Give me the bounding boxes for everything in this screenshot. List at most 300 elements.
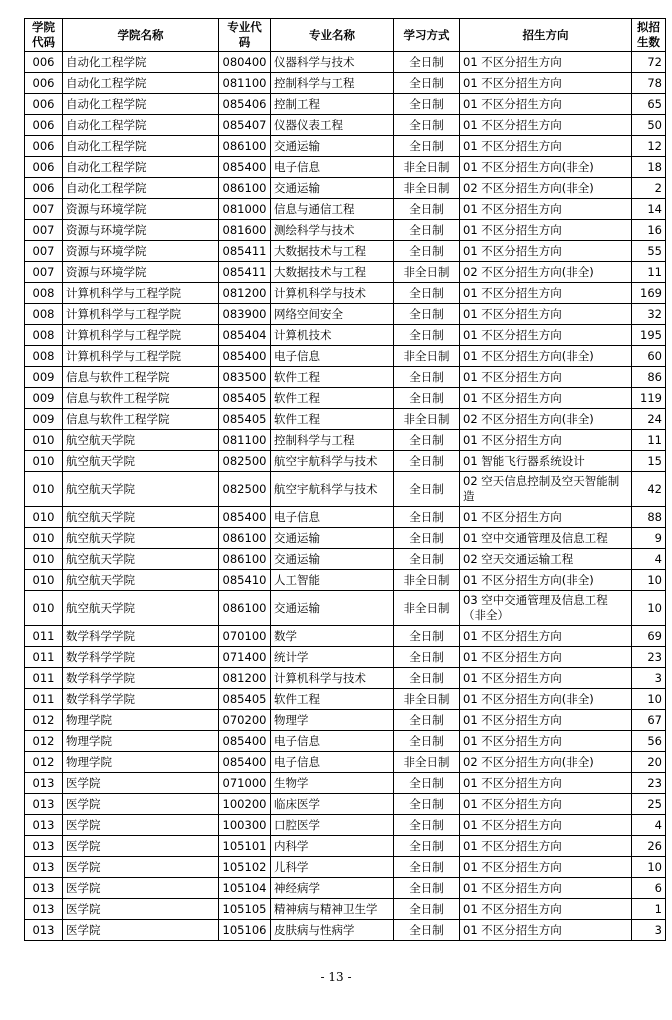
cell-college-code: 013 — [25, 857, 63, 878]
cell-college-name: 医学院 — [63, 899, 219, 920]
cell-college-name: 医学院 — [63, 857, 219, 878]
cell-direction: 01 不区分招生方向 — [460, 920, 632, 941]
cell-enrollment: 86 — [632, 367, 666, 388]
cell-enrollment: 10 — [632, 857, 666, 878]
table-row — [25, 773, 666, 794]
cell-college-code: 013 — [25, 815, 63, 836]
cell-college-name: 信息与软件工程学院 — [63, 388, 219, 409]
table-row — [25, 507, 666, 528]
cell-major-name: 内科学 — [271, 836, 394, 857]
cell-direction: 01 不区分招生方向 — [460, 367, 632, 388]
cell-study-mode: 全日制 — [394, 199, 460, 220]
cell-college-code: 013 — [25, 920, 63, 941]
cell-direction: 01 不区分招生方向 — [460, 136, 632, 157]
cell-enrollment: 23 — [632, 773, 666, 794]
cell-major-code: 100300 — [219, 815, 271, 836]
cell-college-name: 资源与环境学院 — [63, 241, 219, 262]
cell-enrollment: 18 — [632, 157, 666, 178]
cell-study-mode: 全日制 — [394, 668, 460, 689]
cell-direction: 01 不区分招生方向(非全) — [460, 689, 632, 710]
table-row — [25, 178, 666, 199]
cell-direction: 01 不区分招生方向(非全) — [460, 157, 632, 178]
table-row — [25, 689, 666, 710]
table-row — [25, 710, 666, 731]
cell-major-code: 086100 — [219, 528, 271, 549]
cell-study-mode: 全日制 — [394, 647, 460, 668]
page-number: - 13 - — [320, 970, 352, 984]
cell-major-code: 083900 — [219, 304, 271, 325]
cell-major-code: 105104 — [219, 878, 271, 899]
cell-major-name: 交通运输 — [271, 528, 394, 549]
cell-major-name: 精神病与精神卫生学 — [271, 899, 394, 920]
cell-college-name: 资源与环境学院 — [63, 220, 219, 241]
table-row — [25, 570, 666, 591]
cell-direction: 01 不区分招生方向 — [460, 94, 632, 115]
cell-major-name: 电子信息 — [271, 731, 394, 752]
cell-major-name: 仪器仪表工程 — [271, 115, 394, 136]
cell-college-code: 011 — [25, 689, 63, 710]
table-row — [25, 549, 666, 570]
cell-major-name: 临床医学 — [271, 794, 394, 815]
cell-enrollment: 10 — [632, 689, 666, 710]
header-study-mode: 学习方式 — [394, 19, 460, 52]
cell-enrollment: 55 — [632, 241, 666, 262]
cell-major-name: 计算机技术 — [271, 325, 394, 346]
table-row — [25, 409, 666, 430]
cell-direction: 01 不区分招生方向 — [460, 836, 632, 857]
table-row — [25, 451, 666, 472]
cell-major-name: 软件工程 — [271, 388, 394, 409]
cell-college-name: 航空航天学院 — [63, 591, 219, 626]
cell-college-code: 006 — [25, 115, 63, 136]
cell-study-mode: 全日制 — [394, 220, 460, 241]
cell-major-code: 083500 — [219, 367, 271, 388]
cell-direction: 01 不区分招生方向 — [460, 52, 632, 73]
cell-major-code: 086100 — [219, 136, 271, 157]
cell-direction: 01 不区分招生方向(非全) — [460, 346, 632, 367]
cell-major-name: 生物学 — [271, 773, 394, 794]
cell-major-code: 081600 — [219, 220, 271, 241]
cell-major-name: 皮肤病与性病学 — [271, 920, 394, 941]
cell-college-name: 医学院 — [63, 836, 219, 857]
cell-college-name: 自动化工程学院 — [63, 73, 219, 94]
cell-enrollment: 10 — [632, 591, 666, 626]
cell-college-code: 006 — [25, 178, 63, 199]
cell-study-mode: 全日制 — [394, 94, 460, 115]
cell-major-code: 105101 — [219, 836, 271, 857]
cell-college-code: 010 — [25, 591, 63, 626]
cell-college-code: 010 — [25, 430, 63, 451]
cell-direction: 02 不区分招生方向(非全) — [460, 752, 632, 773]
cell-direction: 01 不区分招生方向 — [460, 647, 632, 668]
cell-direction: 01 不区分招生方向 — [460, 115, 632, 136]
cell-major-code: 086100 — [219, 178, 271, 199]
cell-study-mode: 全日制 — [394, 325, 460, 346]
table-row — [25, 199, 666, 220]
cell-study-mode: 全日制 — [394, 920, 460, 941]
cell-college-code: 011 — [25, 626, 63, 647]
cell-college-code: 006 — [25, 94, 63, 115]
cell-college-code: 010 — [25, 570, 63, 591]
cell-direction: 01 不区分招生方向 — [460, 283, 632, 304]
cell-college-name: 医学院 — [63, 920, 219, 941]
cell-enrollment: 24 — [632, 409, 666, 430]
cell-enrollment: 11 — [632, 430, 666, 451]
cell-study-mode: 全日制 — [394, 388, 460, 409]
cell-major-code: 082500 — [219, 472, 271, 507]
cell-major-name: 电子信息 — [271, 507, 394, 528]
cell-enrollment: 2 — [632, 178, 666, 199]
cell-major-name: 大数据技术与工程 — [271, 241, 394, 262]
cell-study-mode: 全日制 — [394, 626, 460, 647]
table-row — [25, 920, 666, 941]
cell-college-code: 009 — [25, 388, 63, 409]
cell-study-mode: 全日制 — [394, 430, 460, 451]
cell-college-name: 自动化工程学院 — [63, 115, 219, 136]
cell-enrollment: 16 — [632, 220, 666, 241]
cell-college-name: 航空航天学院 — [63, 549, 219, 570]
cell-study-mode: 非全日制 — [394, 178, 460, 199]
cell-college-name: 物理学院 — [63, 710, 219, 731]
cell-direction: 01 不区分招生方向 — [460, 220, 632, 241]
cell-study-mode: 全日制 — [394, 899, 460, 920]
table-row — [25, 430, 666, 451]
cell-direction: 01 不区分招生方向 — [460, 794, 632, 815]
table-row — [25, 367, 666, 388]
cell-enrollment: 56 — [632, 731, 666, 752]
cell-study-mode: 全日制 — [394, 878, 460, 899]
table-row — [25, 752, 666, 773]
table-row — [25, 388, 666, 409]
cell-study-mode: 全日制 — [394, 241, 460, 262]
cell-study-mode: 全日制 — [394, 52, 460, 73]
cell-major-name: 人工智能 — [271, 570, 394, 591]
cell-major-code: 085407 — [219, 115, 271, 136]
table-row — [25, 115, 666, 136]
header-enrollment: 拟招生数 — [632, 19, 666, 52]
cell-college-name: 航空航天学院 — [63, 528, 219, 549]
cell-college-code: 007 — [25, 262, 63, 283]
cell-college-name: 航空航天学院 — [63, 472, 219, 507]
header-row — [25, 19, 666, 52]
cell-college-code: 008 — [25, 325, 63, 346]
cell-direction: 01 空中交通管理及信息工程 — [460, 528, 632, 549]
cell-college-name: 计算机科学与工程学院 — [63, 283, 219, 304]
cell-college-name: 自动化工程学院 — [63, 157, 219, 178]
cell-enrollment: 65 — [632, 94, 666, 115]
cell-college-code: 007 — [25, 220, 63, 241]
cell-enrollment: 20 — [632, 752, 666, 773]
table-row — [25, 241, 666, 262]
cell-study-mode: 全日制 — [394, 283, 460, 304]
cell-major-name: 交通运输 — [271, 136, 394, 157]
table-row — [25, 626, 666, 647]
table-row — [25, 94, 666, 115]
cell-major-code: 105105 — [219, 899, 271, 920]
cell-college-code: 010 — [25, 549, 63, 570]
cell-college-code: 013 — [25, 899, 63, 920]
cell-study-mode: 全日制 — [394, 472, 460, 507]
cell-college-name: 数学科学学院 — [63, 668, 219, 689]
cell-major-code: 080400 — [219, 52, 271, 73]
cell-enrollment: 11 — [632, 262, 666, 283]
cell-major-name: 航空宇航科学与技术 — [271, 451, 394, 472]
cell-study-mode: 全日制 — [394, 710, 460, 731]
cell-major-name: 控制科学与工程 — [271, 73, 394, 94]
cell-college-code: 013 — [25, 836, 63, 857]
header-direction: 招生方向 — [460, 19, 632, 52]
cell-major-code: 085410 — [219, 570, 271, 591]
cell-enrollment: 4 — [632, 549, 666, 570]
cell-study-mode: 全日制 — [394, 528, 460, 549]
cell-college-name: 资源与环境学院 — [63, 199, 219, 220]
cell-major-name: 统计学 — [271, 647, 394, 668]
cell-college-code: 006 — [25, 136, 63, 157]
cell-enrollment: 72 — [632, 52, 666, 73]
cell-major-code: 085400 — [219, 752, 271, 773]
cell-college-code: 008 — [25, 283, 63, 304]
table-row — [25, 731, 666, 752]
cell-study-mode: 全日制 — [394, 549, 460, 570]
cell-college-code: 010 — [25, 472, 63, 507]
table-row — [25, 878, 666, 899]
cell-direction: 01 不区分招生方向 — [460, 430, 632, 451]
cell-college-name: 资源与环境学院 — [63, 262, 219, 283]
table-row — [25, 815, 666, 836]
cell-study-mode: 全日制 — [394, 136, 460, 157]
cell-direction: 01 不区分招生方向 — [460, 199, 632, 220]
cell-major-name: 交通运输 — [271, 549, 394, 570]
cell-college-code: 009 — [25, 367, 63, 388]
cell-major-code: 085406 — [219, 94, 271, 115]
cell-major-name: 交通运输 — [271, 591, 394, 626]
cell-enrollment: 12 — [632, 136, 666, 157]
cell-college-name: 数学科学学院 — [63, 626, 219, 647]
cell-direction: 01 不区分招生方向 — [460, 815, 632, 836]
cell-major-name: 大数据技术与工程 — [271, 262, 394, 283]
cell-enrollment: 88 — [632, 507, 666, 528]
cell-major-name: 电子信息 — [271, 157, 394, 178]
cell-major-name: 数学 — [271, 626, 394, 647]
cell-major-code: 081100 — [219, 73, 271, 94]
table-body — [25, 52, 666, 941]
cell-study-mode: 全日制 — [394, 367, 460, 388]
cell-direction: 02 不区分招生方向(非全) — [460, 409, 632, 430]
cell-college-name: 物理学院 — [63, 731, 219, 752]
cell-college-code: 006 — [25, 73, 63, 94]
cell-college-code: 006 — [25, 52, 63, 73]
cell-study-mode: 非全日制 — [394, 157, 460, 178]
cell-major-name: 航空宇航科学与技术 — [271, 472, 394, 507]
cell-major-code: 081200 — [219, 668, 271, 689]
cell-enrollment: 6 — [632, 878, 666, 899]
cell-college-name: 计算机科学与工程学院 — [63, 346, 219, 367]
cell-major-name: 电子信息 — [271, 346, 394, 367]
table-row — [25, 52, 666, 73]
cell-study-mode: 全日制 — [394, 731, 460, 752]
cell-major-name: 神经病学 — [271, 878, 394, 899]
cell-enrollment: 4 — [632, 815, 666, 836]
cell-college-code: 011 — [25, 647, 63, 668]
cell-college-name: 计算机科学与工程学院 — [63, 325, 219, 346]
cell-college-name: 信息与软件工程学院 — [63, 367, 219, 388]
cell-study-mode: 全日制 — [394, 836, 460, 857]
cell-college-code: 013 — [25, 878, 63, 899]
cell-college-code: 013 — [25, 794, 63, 815]
cell-direction: 01 不区分招生方向(非全) — [460, 570, 632, 591]
cell-major-name: 控制科学与工程 — [271, 430, 394, 451]
table-row — [25, 220, 666, 241]
table-row — [25, 668, 666, 689]
cell-study-mode: 非全日制 — [394, 409, 460, 430]
cell-study-mode: 全日制 — [394, 773, 460, 794]
cell-college-name: 自动化工程学院 — [63, 94, 219, 115]
cell-college-name: 数学科学学院 — [63, 647, 219, 668]
cell-enrollment: 14 — [632, 199, 666, 220]
cell-major-code: 085411 — [219, 262, 271, 283]
cell-college-code: 009 — [25, 409, 63, 430]
cell-major-code: 070200 — [219, 710, 271, 731]
cell-direction: 01 不区分招生方向 — [460, 388, 632, 409]
cell-enrollment: 169 — [632, 283, 666, 304]
cell-enrollment: 60 — [632, 346, 666, 367]
cell-direction: 01 不区分招生方向 — [460, 668, 632, 689]
table-row — [25, 136, 666, 157]
cell-major-code: 085400 — [219, 346, 271, 367]
cell-study-mode: 非全日制 — [394, 591, 460, 626]
cell-direction: 02 不区分招生方向(非全) — [460, 262, 632, 283]
cell-college-code: 006 — [25, 157, 63, 178]
cell-major-name: 软件工程 — [271, 367, 394, 388]
cell-direction: 01 不区分招生方向 — [460, 710, 632, 731]
cell-enrollment: 15 — [632, 451, 666, 472]
cell-direction: 01 不区分招生方向 — [460, 626, 632, 647]
cell-college-name: 自动化工程学院 — [63, 52, 219, 73]
cell-enrollment: 32 — [632, 304, 666, 325]
cell-major-code: 081200 — [219, 283, 271, 304]
cell-direction: 01 不区分招生方向 — [460, 241, 632, 262]
cell-major-code: 071400 — [219, 647, 271, 668]
cell-college-code: 007 — [25, 199, 63, 220]
cell-major-code: 082500 — [219, 451, 271, 472]
cell-major-code: 081000 — [219, 199, 271, 220]
admissions-table — [24, 18, 666, 941]
cell-major-code: 085400 — [219, 507, 271, 528]
cell-major-code: 081100 — [219, 430, 271, 451]
cell-enrollment: 10 — [632, 570, 666, 591]
cell-college-code: 012 — [25, 710, 63, 731]
table-row — [25, 262, 666, 283]
cell-college-name: 自动化工程学院 — [63, 136, 219, 157]
cell-direction: 01 不区分招生方向 — [460, 731, 632, 752]
table-row — [25, 325, 666, 346]
cell-enrollment: 69 — [632, 626, 666, 647]
cell-college-name: 数学科学学院 — [63, 689, 219, 710]
table-row — [25, 647, 666, 668]
cell-college-code: 010 — [25, 528, 63, 549]
cell-study-mode: 全日制 — [394, 115, 460, 136]
cell-enrollment: 26 — [632, 836, 666, 857]
table-row — [25, 73, 666, 94]
cell-direction: 01 不区分招生方向 — [460, 773, 632, 794]
cell-study-mode: 非全日制 — [394, 570, 460, 591]
cell-college-code: 010 — [25, 451, 63, 472]
cell-enrollment: 1 — [632, 899, 666, 920]
cell-college-name: 医学院 — [63, 773, 219, 794]
cell-college-name: 医学院 — [63, 878, 219, 899]
cell-enrollment: 42 — [632, 472, 666, 507]
table-row — [25, 346, 666, 367]
cell-college-name: 计算机科学与工程学院 — [63, 304, 219, 325]
cell-major-code: 085405 — [219, 409, 271, 430]
cell-direction: 01 不区分招生方向 — [460, 878, 632, 899]
cell-major-name: 计算机科学与技术 — [271, 668, 394, 689]
cell-major-name: 网络空间安全 — [271, 304, 394, 325]
cell-major-code: 086100 — [219, 591, 271, 626]
cell-enrollment: 67 — [632, 710, 666, 731]
cell-direction: 02 空天交通运输工程 — [460, 549, 632, 570]
cell-college-name: 自动化工程学院 — [63, 178, 219, 199]
cell-college-name: 物理学院 — [63, 752, 219, 773]
cell-major-name: 软件工程 — [271, 689, 394, 710]
cell-direction: 02 空天信息控制及空天智能制造 — [460, 472, 632, 507]
cell-major-code: 085405 — [219, 388, 271, 409]
cell-college-code: 011 — [25, 668, 63, 689]
cell-enrollment: 3 — [632, 920, 666, 941]
cell-direction: 01 不区分招生方向 — [460, 73, 632, 94]
cell-college-name: 航空航天学院 — [63, 451, 219, 472]
cell-study-mode: 全日制 — [394, 304, 460, 325]
cell-study-mode: 全日制 — [394, 451, 460, 472]
cell-direction: 01 不区分招生方向 — [460, 325, 632, 346]
cell-major-name: 计算机科学与技术 — [271, 283, 394, 304]
table-row — [25, 157, 666, 178]
cell-college-name: 医学院 — [63, 815, 219, 836]
cell-major-code: 071000 — [219, 773, 271, 794]
table-row — [25, 283, 666, 304]
cell-direction: 01 不区分招生方向 — [460, 304, 632, 325]
cell-direction: 03 空中交通管理及信息工程（非全） — [460, 591, 632, 626]
cell-major-name: 电子信息 — [271, 752, 394, 773]
cell-study-mode: 非全日制 — [394, 689, 460, 710]
cell-major-code: 085400 — [219, 731, 271, 752]
cell-study-mode: 全日制 — [394, 73, 460, 94]
cell-study-mode: 非全日制 — [394, 346, 460, 367]
table-row — [25, 857, 666, 878]
cell-major-code: 070100 — [219, 626, 271, 647]
cell-study-mode: 全日制 — [394, 794, 460, 815]
cell-major-code: 086100 — [219, 549, 271, 570]
cell-major-name: 控制工程 — [271, 94, 394, 115]
cell-major-code: 085400 — [219, 157, 271, 178]
cell-college-code: 010 — [25, 507, 63, 528]
cell-major-code: 085411 — [219, 241, 271, 262]
cell-enrollment: 23 — [632, 647, 666, 668]
table-row — [25, 304, 666, 325]
cell-college-code: 008 — [25, 304, 63, 325]
cell-enrollment: 25 — [632, 794, 666, 815]
cell-enrollment: 195 — [632, 325, 666, 346]
cell-major-code: 105102 — [219, 857, 271, 878]
cell-enrollment: 50 — [632, 115, 666, 136]
cell-enrollment: 3 — [632, 668, 666, 689]
cell-direction: 01 智能飞行器系统设计 — [460, 451, 632, 472]
cell-major-code: 085405 — [219, 689, 271, 710]
cell-college-code: 013 — [25, 773, 63, 794]
cell-major-code: 100200 — [219, 794, 271, 815]
cell-major-name: 物理学 — [271, 710, 394, 731]
cell-study-mode: 全日制 — [394, 857, 460, 878]
